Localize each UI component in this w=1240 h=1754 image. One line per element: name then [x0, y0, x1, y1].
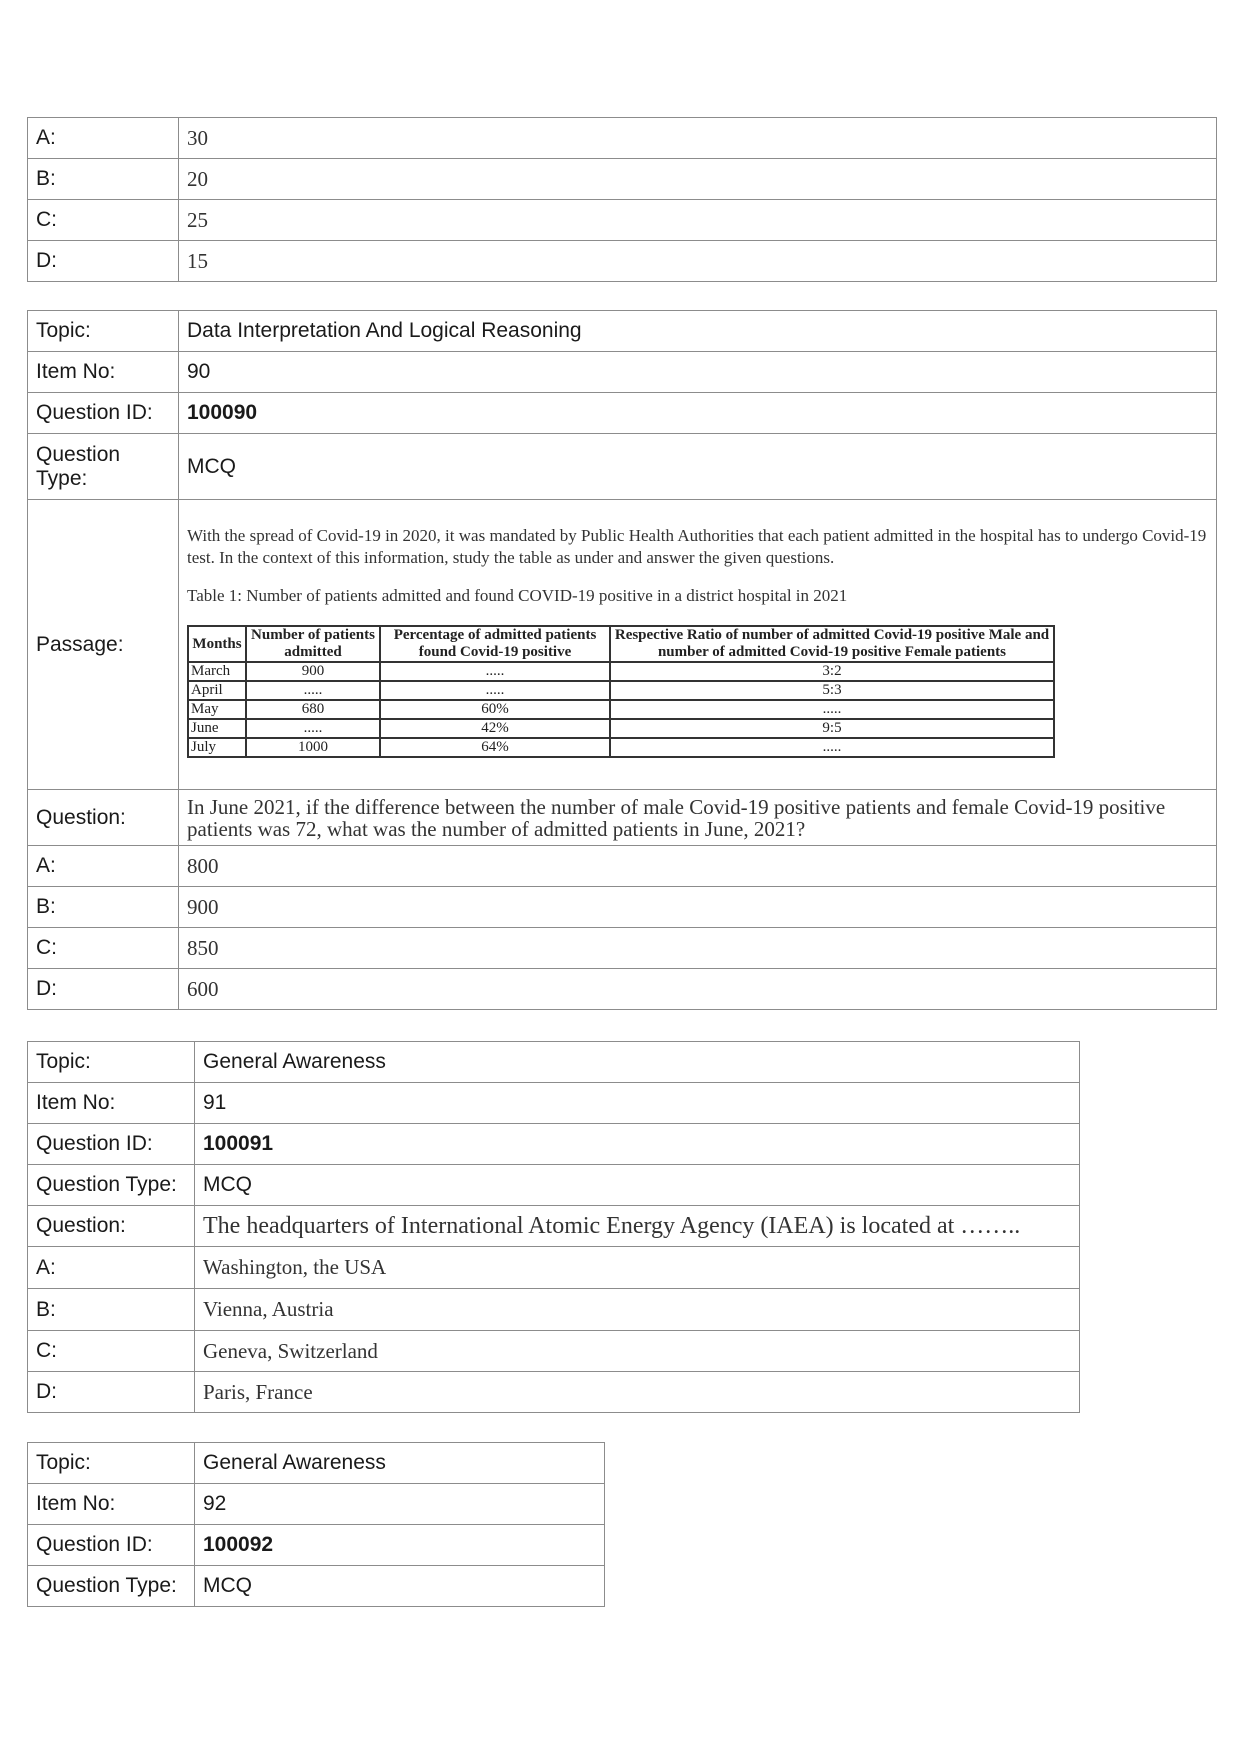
header-ratio: Respective Ratio of number of admitted Covid-19 positive Male and number of admitted Covid-19 positive Female patients	[610, 626, 1054, 662]
option-value: Paris, France	[195, 1372, 1080, 1413]
item-value: 90	[179, 352, 1217, 393]
cell-percentage: 42%	[380, 719, 610, 738]
option-value: 800	[179, 846, 1217, 887]
topic-label: Topic:	[28, 1042, 195, 1083]
question-id-row	[28, 1525, 605, 1566]
question-block-90	[27, 310, 1217, 1010]
question-id-row	[28, 393, 1217, 434]
question-id-label: Question ID:	[28, 1525, 195, 1566]
question-type-value: MCQ	[195, 1566, 605, 1607]
question-text: The headquarters of International Atomic Energy Agency (IAEA) is located at ……..	[195, 1206, 1080, 1247]
header-months: Months	[188, 626, 246, 662]
option-label: B:	[28, 1289, 195, 1331]
cell-month: May	[188, 700, 246, 719]
topic-row	[28, 1042, 1080, 1083]
covid-table-row	[188, 719, 1054, 738]
topic-value: General Awareness	[195, 1042, 1080, 1083]
question-row	[28, 1206, 1080, 1247]
option-row	[28, 928, 1217, 969]
option-label: A:	[28, 846, 179, 887]
item-row	[28, 1484, 605, 1525]
option-label: C:	[28, 200, 179, 241]
option-label: B:	[28, 887, 179, 928]
option-row	[28, 1247, 1080, 1289]
question-id-value: 100090	[179, 393, 1217, 434]
question-type-row	[28, 1165, 1080, 1206]
option-value: 30	[179, 118, 1217, 159]
topic-row	[28, 311, 1217, 352]
question-id-label: Question ID:	[28, 1124, 195, 1165]
option-label: A:	[28, 118, 179, 159]
question-type-label: Question Type:	[28, 434, 179, 500]
option-value: 20	[179, 159, 1217, 200]
option-row	[28, 1372, 1080, 1413]
question-id-value: 100091	[195, 1124, 1080, 1165]
passage-row	[28, 500, 1217, 790]
passage-label: Passage:	[28, 500, 179, 790]
option-value: Washington, the USA	[195, 1247, 1080, 1289]
option-value: 900	[179, 887, 1217, 928]
cell-ratio: 9:5	[610, 719, 1054, 738]
question-id-label: Question ID:	[28, 393, 179, 434]
covid-table-row	[188, 700, 1054, 719]
question-label: Question:	[28, 1206, 195, 1247]
option-label: B:	[28, 159, 179, 200]
item-label: Item No:	[28, 352, 179, 393]
option-row	[28, 846, 1217, 887]
covid-data-table	[187, 625, 1055, 758]
cell-admitted: .....	[246, 719, 380, 738]
cell-month: April	[188, 681, 246, 700]
option-label: A:	[28, 1247, 195, 1289]
option-value: 850	[179, 928, 1217, 969]
item-value: 91	[195, 1083, 1080, 1124]
option-label: D:	[28, 241, 179, 282]
option-label: C:	[28, 1331, 195, 1372]
cell-ratio: .....	[610, 700, 1054, 719]
question-id-row	[28, 1124, 1080, 1165]
option-label: D:	[28, 1372, 195, 1413]
topic-value: General Awareness	[195, 1443, 605, 1484]
option-row	[28, 969, 1217, 1010]
cell-admitted: 1000	[246, 738, 380, 757]
topic-label: Topic:	[28, 311, 179, 352]
question-type-label: Question Type:	[28, 1165, 195, 1206]
passage-content	[179, 500, 1217, 790]
cell-percentage: .....	[380, 681, 610, 700]
question-type-value: MCQ	[179, 434, 1217, 500]
question-type-row	[28, 1566, 605, 1607]
question-id-value: 100092	[195, 1525, 605, 1566]
option-row	[28, 241, 1217, 282]
question-type-label: Question Type:	[28, 1566, 195, 1607]
option-value: 25	[179, 200, 1217, 241]
option-value: 15	[179, 241, 1217, 282]
cell-month: June	[188, 719, 246, 738]
question-row	[28, 790, 1217, 846]
cell-percentage: .....	[380, 662, 610, 681]
option-value: 600	[179, 969, 1217, 1010]
topic-row	[28, 1443, 605, 1484]
option-row	[28, 1331, 1080, 1372]
question-block-previous-options	[27, 117, 1217, 282]
item-row	[28, 352, 1217, 393]
cell-admitted: .....	[246, 681, 380, 700]
covid-table-row	[188, 662, 1054, 681]
option-row	[28, 118, 1217, 159]
option-label: C:	[28, 928, 179, 969]
question-type-value: MCQ	[195, 1165, 1080, 1206]
option-value: Vienna, Austria	[195, 1289, 1080, 1331]
covid-table-header-row	[188, 626, 1054, 662]
cell-month: March	[188, 662, 246, 681]
cell-ratio: .....	[610, 738, 1054, 757]
passage-intro: With the spread of Covid-19 in 2020, it was mandated by Public Health Authorities that each patient admitted in the hospital has to undergo Covid-19 test. In the context of this information, study the table as under and answer the given questions.	[187, 526, 1207, 567]
cell-percentage: 64%	[380, 738, 610, 757]
option-row	[28, 1289, 1080, 1331]
question-text: In June 2021, if the difference between the number of male Covid-19 positive patients and female Covid-19 positive patients was 72, what was the number of admitted patients in June, 2021?	[179, 790, 1217, 846]
option-row	[28, 159, 1217, 200]
option-row	[28, 200, 1217, 241]
table-caption: Table 1: Number of patients admitted and found COVID-19 positive in a district hospital in 2021	[187, 586, 848, 605]
cell-percentage: 60%	[380, 700, 610, 719]
cell-admitted: 680	[246, 700, 380, 719]
question-block-91	[27, 1041, 1080, 1413]
question-type-row	[28, 434, 1217, 500]
topic-label: Topic:	[28, 1443, 195, 1484]
option-row	[28, 887, 1217, 928]
question-label: Question:	[28, 790, 179, 846]
cell-ratio: 5:3	[610, 681, 1054, 700]
question-block-92	[27, 1442, 605, 1607]
cell-ratio: 3:2	[610, 662, 1054, 681]
option-label: D:	[28, 969, 179, 1010]
cell-month: July	[188, 738, 246, 757]
cell-admitted: 900	[246, 662, 380, 681]
option-value: Geneva, Switzerland	[195, 1331, 1080, 1372]
covid-table-row	[188, 681, 1054, 700]
item-row	[28, 1083, 1080, 1124]
item-label: Item No:	[28, 1083, 195, 1124]
topic-value: Data Interpretation And Logical Reasoning	[179, 311, 1217, 352]
covid-table-row	[188, 738, 1054, 757]
item-label: Item No:	[28, 1484, 195, 1525]
header-admitted: Number of patients admitted	[246, 626, 380, 662]
header-percentage: Percentage of admitted patients found Covid-19 positive	[380, 626, 610, 662]
item-value: 92	[195, 1484, 605, 1525]
